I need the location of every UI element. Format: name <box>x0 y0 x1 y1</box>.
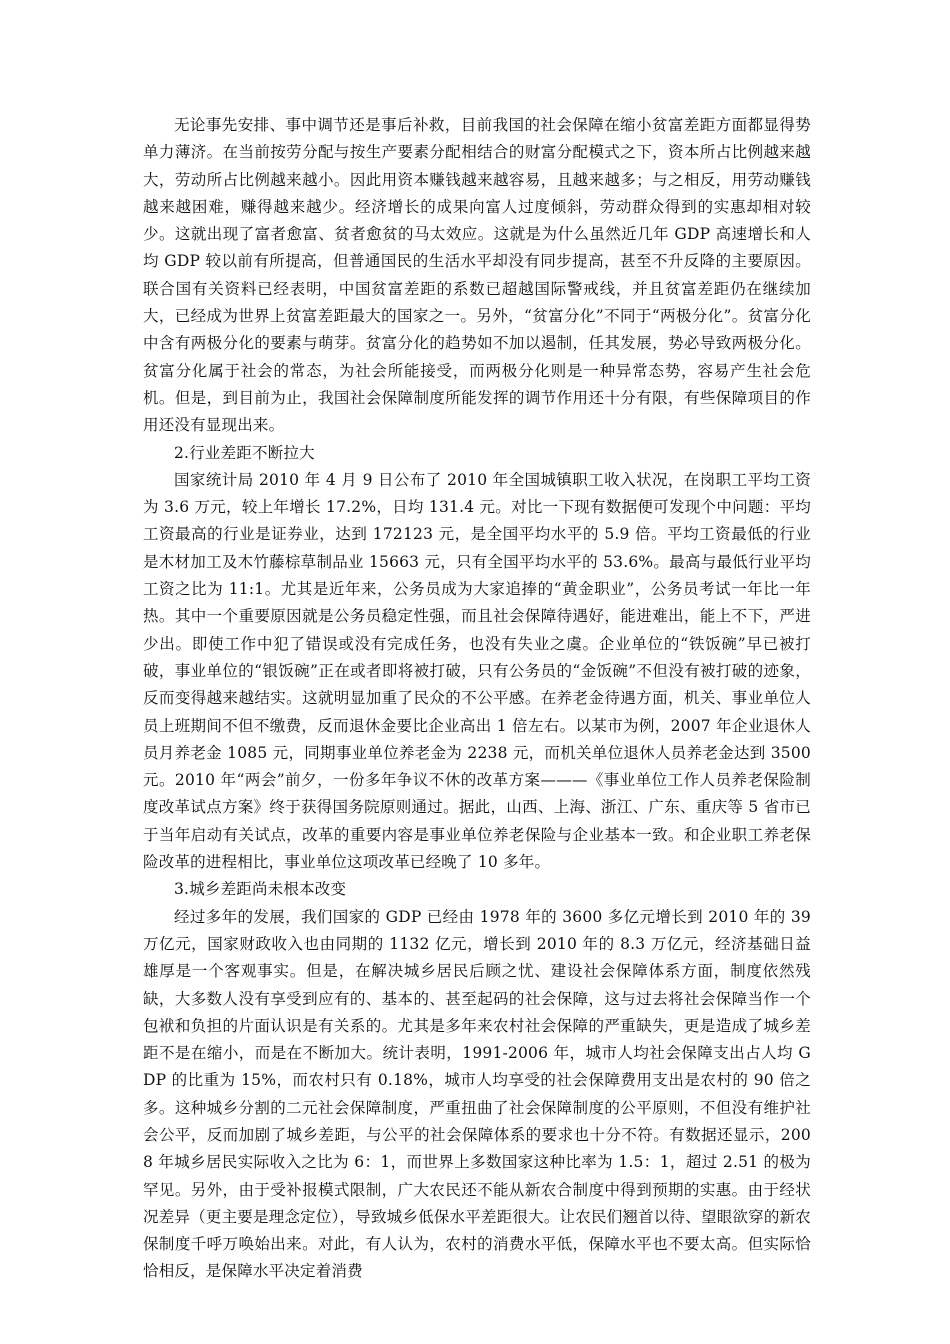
paragraph-wealth-gap: 无论事先安排、事中调节还是事后补救，目前我国的社会保障在缩小贫富差距方面都显得势单力薄济。在当前按劳分配与按生产要素分配相结合的财富分配模式之下，资本所占比例越来越大，劳动所占比例越来越小。因此用资本赚钱越来越容易，且越来越多；与之相反，用劳动赚钱越来越困难，赚得越来越少。经济增长的成果向富人过度倾斜，劳动群众得到的实惠却相对较少。这就出现了富者愈富、贫者愈贫的马太效应。这就是为什么虽然近几年 GDP 高速增长和人均 GDP 较以前有所提高，但普通国民的生活水平却没有同步提高，甚至不升反降的主要原因。联合国有关资料已经表明，中国贫富差距的系数已超越国际警戒线，并且贫富差距仍在继续加大，已经成为世界上贫富差距最大的国家之一。另外，“贫富分化”不同于“两极分化”。贫富分化中含有两极分化的要素与萌芽。贫富分化的趋势如不加以遏制，任其发展，势必导致两极分化。贫富分化属于社会的常态，为社会所能接受，而两极分化则是一种异常态势，容易产生社会危机。但是，到目前为止，我国社会保障制度所能发挥的调节作用还十分有限，有些保障项目的作用还没有显现出来。 <box>143 116 811 435</box>
document-body <box>143 112 811 1286</box>
paragraph-urban-rural-gap: 经过多年的发展，我们国家的 GDP 已经由 1978 年的 3600 多亿元增长到 2010 年的 39 万亿元，国家财政收入也由同期的 1132 亿元，增长到 2010 年的 8.3 万亿元，经济基础日益雄厚是一个客观事实。但是，在解决城乡居民后顾之忧、建设社会保障体系方面，制度依然残缺，大多数人没有享受到应有的、基本的、甚至起码的社会保障，这与过去将社会保障当作一个包袱和负担的片面认识是有关系的。尤其是多年来农村社会保障的严重缺失，更是造成了城乡差距不是在缩小，而是在不断加大。统计表明，1991-2006 年，城市人均社会保障支出占人均 GDP 的比重为 15%，而农村只有 0.18%，城市人均享受的社会保障费用支出是农村的 90 倍之多。这种城乡分割的二元社会保障制度，严重扭曲了社会保障制度的公平原则，不但没有维护社会公平，反而加剧了城乡差距，与公平的社会保障体系的要求也十分不符。有数据还显示，2008 年城乡居民实际收入之比为 6：1，而世界上多数国家这种比率为 1.5：1，超过 2.51 的极为罕见。另外，由于受补报模式限制，广大农民还不能从新农合制度中得到预期的实惠。由于经状况差异（更主要是理念定位），导致城乡低保水平差距很大。让农民们翘首以待、望眼欲穿的新农保制度千呼万唤始出来。对此，有人认为，农村的消费水平低，保障水平也不要太高。但实际恰恰相反，是保障水平决定着消费 <box>143 907 811 1281</box>
paragraph-industry-gap: 国家统计局 2010 年 4 月 9 日公布了 2010 年全国城镇职工收入状况，在岗职工平均工资为 3.6 万元，较上年增长 17.2%，日均 131.4 元。对比一下现有数据便可发现个中问题：平均工资最高的行业是证券业，达到 172123 元，是全国平均水平的 5.9 倍。平均工资最低的行业是木材加工及木竹藤棕草制品业 15663 元，只有全国平均水平的 53.6%。最高与最低行业平均工资之比为 11:1。尤其是近年来，公务员成为大家追捧的“黄金职业”，公务员考试一年比一年热。其中一个重要原因就是公务员稳定性强，而且社会保障待遇好，能进难出，能上不下，严进少出。即使工作中犯了错误或没有完成任务，也没有失业之虞。企业单位的“铁饭碗”早已被打破，事业单位的“银饭碗”正在或者即将被打破，只有公务员的“金饭碗”不但没有被打破的迹象，反而变得越来越结实。这就明显加重了民众的不公平感。在养老金待遇方面，机关、事业单位人员上班期间不但不缴费，反而退休金要比企业高出 1 倍左右。以某市为例，2007 年企业退休人员月养老金 1085 元，同期事业单位养老金为 2238 元，而机关单位退休人员养老金达到 3500 元。2010 年“两会”前夕，一份多年争议不休的改革方案———《事业单位工作人员养老保险制度改革试点方案》终于获得国务院原则通过。据此，山西、上海、浙江、广东、重庆等 5 省市已于当年启动有关试点，改革的重要内容是事业单位养老保险与企业基本一致。和企业职工养老保险改革的进程相比，事业单位这项改革已经晚了 10 多年。 <box>143 470 811 872</box>
heading-urban-rural-gap: 3.城乡差距尚未根本改变 <box>174 880 347 899</box>
heading-industry-gap: 2.行业差距不断拉大 <box>174 443 315 462</box>
